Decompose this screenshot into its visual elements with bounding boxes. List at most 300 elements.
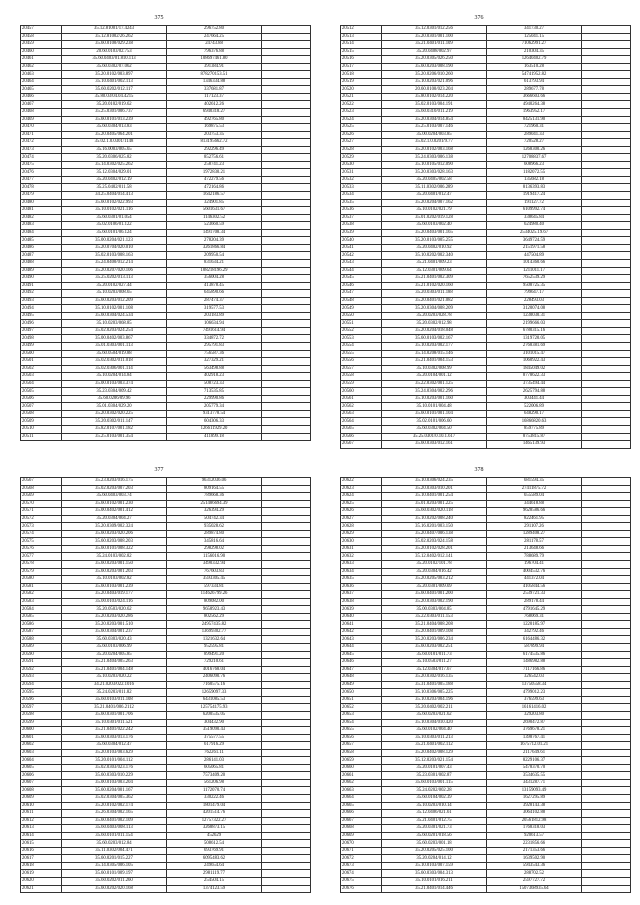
row-empty-cell bbox=[582, 290, 631, 298]
row-amount-cell: 247664.25 bbox=[167, 33, 262, 41]
row-amount-cell: 16161416.02 bbox=[487, 704, 582, 712]
row-code-cell: 35.20.0204/018.048 bbox=[382, 327, 487, 335]
table-row bbox=[21, 78, 311, 86]
row-code-cell: 35.21.0401/004.148 bbox=[62, 666, 167, 674]
row-empty-cell bbox=[262, 877, 311, 885]
row-amount-cell: 721960.31 bbox=[487, 124, 582, 132]
row-empty-cell bbox=[582, 787, 631, 795]
row-empty-cell bbox=[582, 41, 631, 49]
table-row bbox=[341, 478, 631, 486]
table-row bbox=[341, 877, 631, 885]
table-row bbox=[341, 259, 631, 267]
row-id-cell: 20627 bbox=[341, 515, 382, 523]
row-code-cell: 35.10.0302/008.99 bbox=[382, 365, 487, 373]
row-empty-cell bbox=[582, 131, 631, 139]
row-code-cell: 35.24.0203/011.82 bbox=[62, 689, 167, 697]
row-amount-cell: 563498.88 bbox=[167, 365, 262, 373]
row-code-cell: 35.20.0101/004.112 bbox=[62, 757, 167, 765]
row-amount-cell: 613793.94 bbox=[487, 78, 582, 86]
table-row bbox=[21, 146, 311, 154]
row-id-cell: 20611 bbox=[21, 810, 62, 818]
row-id-cell: 20625 bbox=[341, 500, 382, 508]
row-amount-cell: 96312036.06 bbox=[167, 478, 262, 486]
row-id-cell: 20573 bbox=[21, 523, 62, 531]
row-amount-cell: 6780315.16 bbox=[487, 327, 582, 335]
row-code-cell: 35.20.0302/011.147 bbox=[62, 418, 167, 426]
row-amount-cell: 441372.04 bbox=[487, 576, 582, 584]
table-row bbox=[21, 237, 311, 245]
row-empty-cell bbox=[582, 433, 631, 441]
row-empty-cell bbox=[582, 749, 631, 757]
row-id-cell: 20574 bbox=[21, 530, 62, 538]
table-row bbox=[21, 229, 311, 237]
row-amount-cell: 169875.53 bbox=[167, 124, 262, 132]
row-code-cell: 35.60.0303/004.313 bbox=[382, 870, 487, 878]
row-amount-cell: 3593305.45 bbox=[167, 576, 262, 584]
row-empty-cell bbox=[582, 825, 631, 833]
row-code-cell: 35.02.0106/01.122 bbox=[62, 222, 167, 230]
row-amount-cell: 3431287.71 bbox=[487, 779, 582, 787]
row-empty-cell bbox=[582, 832, 631, 840]
row-id-cell: 20542 bbox=[341, 252, 382, 260]
row-empty-cell bbox=[262, 598, 311, 606]
row-amount-cell: 54741952.82 bbox=[487, 71, 582, 79]
row-amount-cell: 281178.57 bbox=[487, 538, 582, 546]
row-code-cell: 35.20.0204/014.12 bbox=[382, 855, 487, 863]
row-code-cell: 35.10.0202/002.340 bbox=[382, 252, 487, 260]
row-amount-cell: 9658923.43 bbox=[167, 606, 262, 614]
row-amount-cell: 6200535.05 bbox=[167, 711, 262, 719]
row-id-cell: 20520 bbox=[341, 86, 382, 94]
row-code-cell: 35.10.0203/010.14 bbox=[382, 802, 487, 810]
table-row bbox=[21, 320, 311, 328]
row-id-cell: 20556 bbox=[341, 358, 382, 366]
table-row bbox=[21, 214, 311, 222]
row-code-cell: 35.60.0203/021.62 bbox=[382, 711, 487, 719]
row-amount-cell: 1014360.66 bbox=[487, 259, 582, 267]
row-code-cell: 35.00.0303/004.85 bbox=[382, 606, 487, 614]
row-amount-cell: 330222.46 bbox=[167, 794, 262, 802]
row-empty-cell bbox=[262, 493, 311, 501]
row-amount-cell: 9313778.54 bbox=[167, 410, 262, 418]
row-empty-cell bbox=[582, 109, 631, 117]
row-code-cell: 35.60.0103/006.99 bbox=[62, 644, 167, 652]
table-row bbox=[341, 373, 631, 381]
row-code-cell: 35.20.0204/007.162 bbox=[382, 199, 487, 207]
row-empty-cell bbox=[582, 259, 631, 267]
row-id-cell: 20673 bbox=[341, 862, 382, 870]
row-code-cell: 35.20.0408/002.97 bbox=[382, 48, 487, 56]
row-empty-cell bbox=[582, 116, 631, 124]
row-code-cell: 35.60.0310/011.219 bbox=[382, 109, 487, 117]
row-id-cell: 20613 bbox=[21, 825, 62, 833]
row-amount-cell: 4791645.29 bbox=[487, 606, 582, 614]
table-row bbox=[21, 267, 311, 275]
row-id-cell: 20511 bbox=[21, 433, 62, 441]
row-amount-cell: 8425131.90 bbox=[487, 116, 582, 124]
row-empty-cell bbox=[262, 154, 311, 162]
table-row bbox=[341, 576, 631, 584]
row-empty-cell bbox=[582, 214, 631, 222]
table-row bbox=[21, 26, 311, 34]
table-row bbox=[341, 545, 631, 553]
table-row bbox=[341, 515, 631, 523]
row-id-cell: 20534 bbox=[341, 192, 382, 200]
row-code-cell: 35.01.0304/029.20 bbox=[62, 403, 167, 411]
row-empty-cell bbox=[262, 342, 311, 350]
row-code-cell: 35.20.0304/016.42 bbox=[382, 568, 487, 576]
table-row bbox=[21, 93, 311, 101]
row-empty-cell bbox=[582, 840, 631, 848]
table-row bbox=[21, 169, 311, 177]
table-row bbox=[21, 410, 311, 418]
row-amount-cell: 3649724.59 bbox=[487, 237, 582, 245]
row-amount-cell: 1060922.43 bbox=[487, 358, 582, 366]
row-code-cell: 35.20.0301/001.100 bbox=[382, 33, 487, 41]
row-code-cell: 35.20.0102/002.174 bbox=[62, 802, 167, 810]
row-code-cell: 35.20.0304/014.854 bbox=[382, 116, 487, 124]
row-empty-cell bbox=[262, 184, 311, 192]
row-code-cell: 35.60.0304/012.47 bbox=[62, 742, 167, 750]
row-empty-cell bbox=[262, 613, 311, 621]
row-empty-cell bbox=[582, 441, 631, 449]
row-amount-cell: 278204.39 bbox=[167, 237, 262, 245]
row-id-cell: 20513 bbox=[341, 33, 382, 41]
row-amount-cell: 326394.29 bbox=[167, 508, 262, 516]
table-row bbox=[21, 373, 311, 381]
row-id-cell: 20644 bbox=[341, 644, 382, 652]
row-amount-cell: 5601631.67 bbox=[167, 207, 262, 215]
row-amount-cell: 13159093.49 bbox=[487, 787, 582, 795]
row-amount-cell: 7117166.86 bbox=[487, 666, 582, 674]
row-code-cell: 35.10.0203/068.85 bbox=[62, 320, 167, 328]
row-empty-cell bbox=[262, 297, 311, 305]
row-amount-cell: 1398767.41 bbox=[487, 734, 582, 742]
row-code-cell: 35.20.0101/007.43 bbox=[382, 764, 487, 772]
row-id-cell: 20467 bbox=[21, 101, 62, 109]
row-amount-cell: 329203.80 bbox=[487, 711, 582, 719]
row-amount-cell: 13699302.77 bbox=[167, 628, 262, 636]
row-code-cell: 35.21.0401/009.23 bbox=[382, 259, 487, 267]
row-amount-cell: 3769678.21 bbox=[487, 727, 582, 735]
row-id-cell: 20536 bbox=[341, 207, 382, 215]
row-empty-cell bbox=[582, 794, 631, 802]
row-id-cell: 20468 bbox=[21, 109, 62, 117]
row-empty-cell bbox=[262, 259, 311, 267]
row-empty-cell bbox=[262, 139, 311, 147]
row-empty-cell bbox=[262, 169, 311, 177]
row-code-cell: 35.02.1.0.0201/9.77 bbox=[382, 139, 487, 147]
row-code-cell: 35.10.0103/002.82 bbox=[62, 576, 167, 584]
table-row bbox=[341, 139, 631, 147]
row-empty-cell bbox=[582, 606, 631, 614]
row-amount-cell: 402918.23 bbox=[167, 373, 262, 381]
row-id-cell: 20549 bbox=[341, 305, 382, 313]
row-id-cell: 20637 bbox=[341, 591, 382, 599]
row-code-cell: 35.21.0401/002.309 bbox=[382, 275, 487, 283]
row-empty-cell bbox=[582, 418, 631, 426]
row-code-cell: 35.10.0103/007.159 bbox=[382, 862, 487, 870]
row-id-cell: 20617 bbox=[21, 855, 62, 863]
row-amount-cell: 108218196.29 bbox=[167, 267, 262, 275]
table-row bbox=[341, 757, 631, 765]
table-row bbox=[21, 199, 311, 207]
row-id-cell: 20496 bbox=[21, 320, 62, 328]
row-code-cell: 35.10.0203/002.177 bbox=[382, 342, 487, 350]
row-id-cell: 20664 bbox=[341, 794, 382, 802]
row-empty-cell bbox=[262, 742, 311, 750]
row-amount-cell: 205779.34 bbox=[167, 403, 262, 411]
row-id-cell: 20601 bbox=[21, 734, 62, 742]
row-code-cell: 35.12.0402/012.141 bbox=[382, 553, 487, 561]
row-code-cell: 35.21.0401/012.75 bbox=[382, 817, 487, 825]
table-row bbox=[21, 478, 311, 486]
row-empty-cell bbox=[582, 101, 631, 109]
row-empty-cell bbox=[582, 530, 631, 538]
table-row bbox=[341, 689, 631, 697]
row-id-cell: 20612 bbox=[21, 817, 62, 825]
row-amount-cell: 508612.54 bbox=[167, 840, 262, 848]
table-row bbox=[21, 538, 311, 546]
table-row bbox=[21, 433, 311, 441]
table-row bbox=[341, 41, 631, 49]
row-amount-cell: 334872.72 bbox=[167, 335, 262, 343]
row-amount-cell: 114626799.26 bbox=[167, 591, 262, 599]
row-code-cell: 35.25.0301/0.10.1.617 bbox=[382, 433, 487, 441]
table-row bbox=[341, 244, 631, 252]
row-id-cell: 20500 bbox=[21, 350, 62, 358]
row-id-cell: 20631 bbox=[341, 545, 382, 553]
row-code-cell: 35.20.0102/027.44 bbox=[62, 282, 167, 290]
row-empty-cell bbox=[262, 749, 311, 757]
row-empty-cell bbox=[582, 523, 631, 531]
row-code-cell: 35.02.0203/024.158 bbox=[382, 538, 487, 546]
row-code-cell: 35.60.0101/011.73 bbox=[382, 651, 487, 659]
row-code-cell: 35.20.0102/028.201 bbox=[382, 545, 487, 553]
row-id-cell: 20551 bbox=[341, 320, 382, 328]
row-empty-cell bbox=[262, 403, 311, 411]
row-amount-cell: 799647.17 bbox=[487, 290, 582, 298]
table-row bbox=[341, 33, 631, 41]
table-row bbox=[21, 825, 311, 833]
table-row bbox=[21, 184, 311, 192]
row-empty-cell bbox=[262, 628, 311, 636]
table-row bbox=[341, 636, 631, 644]
row-empty-cell bbox=[582, 63, 631, 71]
row-amount-cell: 1642186.57 bbox=[167, 192, 262, 200]
row-empty-cell bbox=[262, 885, 311, 893]
row-empty-cell bbox=[582, 515, 631, 523]
row-amount-cell: 1268300.26 bbox=[487, 146, 582, 154]
row-amount-cell: 767603.83 bbox=[167, 568, 262, 576]
row-id-cell: 20509 bbox=[21, 418, 62, 426]
page-number: 376 bbox=[474, 15, 484, 21]
row-empty-cell bbox=[582, 727, 631, 735]
row-code-cell: 35.02.0306/001.114 bbox=[62, 365, 167, 373]
row-id-cell: 20499 bbox=[21, 342, 62, 350]
row-code-cell: 35.01.0202/019.128 bbox=[382, 214, 487, 222]
row-code-cell: 34.21.0203/022.1016 bbox=[62, 681, 167, 689]
row-id-cell: 20488 bbox=[21, 259, 62, 267]
row-code-cell: 35.31.0401/005.188 bbox=[382, 681, 487, 689]
row-amount-cell: 27411875.72 bbox=[487, 485, 582, 493]
row-amount-cell: 3101015.47 bbox=[487, 350, 582, 358]
row-id-cell: 20515 bbox=[341, 48, 382, 56]
table-row bbox=[341, 327, 631, 335]
row-id-cell: 20535 bbox=[341, 199, 382, 207]
table-row bbox=[341, 704, 631, 712]
row-id-cell: 20663 bbox=[341, 787, 382, 795]
table-row bbox=[21, 116, 311, 124]
row-id-cell: 20606 bbox=[21, 772, 62, 780]
row-empty-cell bbox=[582, 71, 631, 79]
row-id-cell: 20654 bbox=[341, 719, 382, 727]
row-code-cell: 35.60.0101/06.124 bbox=[62, 229, 167, 237]
row-id-cell: 20485 bbox=[21, 237, 62, 245]
row-empty-cell bbox=[262, 485, 311, 493]
row-code-cell: 35.10.0204/014.84 bbox=[62, 373, 167, 381]
table-row bbox=[341, 358, 631, 366]
row-id-cell: 20672 bbox=[341, 855, 382, 863]
row-empty-cell bbox=[582, 757, 631, 765]
row-code-cell: 35.60.0102/004.40 bbox=[382, 727, 487, 735]
row-code-cell: 35.60.0103/001.115 bbox=[382, 779, 487, 787]
row-id-cell: 20598 bbox=[21, 711, 62, 719]
table-row bbox=[341, 855, 631, 863]
row-empty-cell bbox=[582, 275, 631, 283]
table-row bbox=[341, 825, 631, 833]
row-amount-cell: 2625794.88 bbox=[487, 388, 582, 396]
row-amount-cell: 342792.46 bbox=[487, 628, 582, 636]
table-row bbox=[341, 659, 631, 667]
row-code-cell: 35.60.0203/012.84 bbox=[62, 840, 167, 848]
row-empty-cell bbox=[582, 885, 631, 893]
row-code-cell: 35.60.0102/001.230 bbox=[62, 500, 167, 508]
table-row bbox=[21, 388, 311, 396]
row-code-cell: 35.23.0301/002.87 bbox=[382, 772, 487, 780]
row-id-cell: 20656 bbox=[341, 734, 382, 742]
row-amount-cell: 762261.11 bbox=[167, 749, 262, 757]
row-empty-cell bbox=[262, 312, 311, 320]
row-empty-cell bbox=[582, 628, 631, 636]
row-id-cell: 20457 bbox=[21, 26, 62, 34]
row-code-cell: 35.25.0103/001.354 bbox=[62, 433, 167, 441]
row-empty-cell bbox=[582, 674, 631, 682]
row-amount-cell: 6940318.27 bbox=[167, 109, 262, 117]
row-id-cell: 20555 bbox=[341, 350, 382, 358]
row-code-cell: 35.20.0402/012.19 bbox=[62, 176, 167, 184]
row-code-cell: 35.02.0101/006.60 bbox=[382, 418, 487, 426]
row-empty-cell bbox=[262, 870, 311, 878]
row-id-cell: 20528 bbox=[341, 146, 382, 154]
row-id-cell: 20591 bbox=[21, 659, 62, 667]
table-row bbox=[341, 840, 631, 848]
row-empty-cell bbox=[582, 93, 631, 101]
row-id-cell: 20570 bbox=[21, 500, 62, 508]
table-row bbox=[21, 576, 311, 584]
row-id-cell: 20589 bbox=[21, 644, 62, 652]
row-code-cell: 35.60.0203/012.209 bbox=[62, 297, 167, 305]
row-amount-cell: 2151971.58 bbox=[487, 244, 582, 252]
row-empty-cell bbox=[262, 727, 311, 735]
row-code-cell: 35.14.0302/025.262 bbox=[62, 161, 167, 169]
row-code-cell: 35.60.0203/002.251 bbox=[382, 644, 487, 652]
table-row bbox=[21, 207, 311, 215]
row-empty-cell bbox=[582, 403, 631, 411]
row-id-cell: 20626 bbox=[341, 508, 382, 516]
table-row bbox=[21, 591, 311, 599]
row-amount-cell: 203753.35 bbox=[167, 131, 262, 139]
row-empty-cell bbox=[262, 320, 311, 328]
row-empty-cell bbox=[582, 870, 631, 878]
table-row bbox=[341, 530, 631, 538]
row-code-cell: 35.60.0206/09.96 bbox=[62, 395, 167, 403]
row-empty-cell bbox=[582, 184, 631, 192]
table-row bbox=[341, 214, 631, 222]
table-row bbox=[341, 395, 631, 403]
table-row bbox=[21, 764, 311, 772]
page-375 bbox=[0, 0, 312, 452]
row-empty-cell bbox=[582, 252, 631, 260]
row-empty-cell bbox=[582, 591, 631, 599]
row-empty-cell bbox=[262, 373, 311, 381]
table-row bbox=[21, 418, 311, 426]
row-id-cell: 20465 bbox=[21, 86, 62, 94]
row-code-cell: 35.20.0704/020.010 bbox=[62, 244, 167, 252]
row-id-cell: 20602 bbox=[21, 742, 62, 750]
table-row bbox=[21, 63, 311, 71]
row-amount-cell: 796376.88 bbox=[167, 48, 262, 56]
row-empty-cell bbox=[582, 358, 631, 366]
row-empty-cell bbox=[262, 553, 311, 561]
row-empty-cell bbox=[262, 86, 311, 94]
table-row bbox=[341, 192, 631, 200]
row-amount-cell: 729210.61 bbox=[167, 659, 262, 667]
row-amount-cell: 3534635.55 bbox=[487, 772, 582, 780]
table-row bbox=[341, 418, 631, 426]
row-code-cell: 35.10.0306/005.225 bbox=[382, 689, 487, 697]
row-empty-cell bbox=[582, 568, 631, 576]
row-id-cell: 20504 bbox=[21, 380, 62, 388]
row-id-cell: 20609 bbox=[21, 794, 62, 802]
row-code-cell: 35.21.0404/005.263 bbox=[62, 659, 167, 667]
row-empty-cell bbox=[582, 192, 631, 200]
table-row bbox=[341, 290, 631, 298]
row-amount-cell: 1289408.27 bbox=[487, 530, 582, 538]
row-empty-cell bbox=[262, 418, 311, 426]
row-code-cell: 35.10.0101/016.211 bbox=[382, 877, 487, 885]
row-id-cell: 20522 bbox=[341, 101, 382, 109]
row-id-cell: 20527 bbox=[341, 139, 382, 147]
row-code-cell: 35.14.0305/006.105 bbox=[62, 862, 167, 870]
row-empty-cell bbox=[262, 275, 311, 283]
table-row bbox=[341, 305, 631, 313]
row-id-cell: 20638 bbox=[341, 598, 382, 606]
row-code-cell: 35.00.0103/024.116 bbox=[62, 598, 167, 606]
table-row bbox=[21, 855, 311, 863]
table-row bbox=[21, 885, 311, 893]
row-empty-cell bbox=[262, 825, 311, 833]
table-row bbox=[341, 606, 631, 614]
table-row bbox=[21, 493, 311, 501]
row-empty-cell bbox=[582, 229, 631, 237]
row-amount-cell: 326542.03 bbox=[487, 674, 582, 682]
row-code-cell: 35.20.0206/010.260 bbox=[382, 71, 487, 79]
table-row bbox=[21, 485, 311, 493]
row-code-cell: 35.20.0102/019.62 bbox=[62, 101, 167, 109]
table-row bbox=[21, 734, 311, 742]
row-amount-cell: 286141.03 bbox=[167, 757, 262, 765]
